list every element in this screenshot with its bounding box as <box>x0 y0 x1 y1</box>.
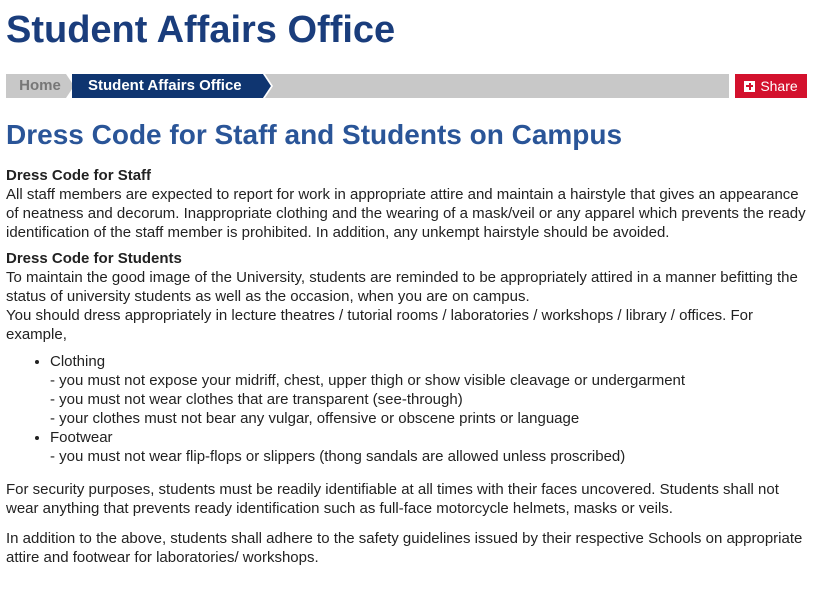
list-item-footwear <box>50 428 814 466</box>
footwear-label: Footwear <box>50 429 113 446</box>
share-label: Share <box>760 78 798 94</box>
site-title: Student Affairs Office <box>6 9 396 51</box>
plus-icon <box>744 81 755 92</box>
clothing-rule: - your clothes must not bear any vulgar, offensive or obscene prints or language <box>50 410 580 427</box>
staff-heading: Dress Code for Staff <box>6 167 152 184</box>
footwear-rule: - you must not wear flip-flops or slippers (thong sandals are allowed unless proscribed) <box>50 448 626 465</box>
safety-paragraph: In addition to the above, students shall adhere to the safety guidelines issued by their respective Schools on appropriate attire and footwear for laboratories/ workshops. <box>6 530 803 566</box>
breadcrumb <box>6 74 729 98</box>
list-item-clothing <box>50 352 814 428</box>
staff-body: All staff members are expected to report for work in appropriate attire and maintain a hairstyle that gives an appearance of neatness and decorum. Inappropriate clothing and the wearing of a mask/veil or any apparel which prevents the ready identification of the staff member is prohibited. In addition, any unkempt hairstyle should be avoided. <box>6 186 806 241</box>
clothing-rule: - you must not wear clothes that are transparent (see-through) <box>50 391 463 408</box>
students-intro: To maintain the good image of the University, students are reminded to be appropriately attired in a manner befitting the status of university students as well as the occasion, when you are on campus. <box>6 269 798 305</box>
main-content <box>6 166 814 567</box>
clothing-rule: - you must not expose your midriff, chest, upper thigh or show visible cleavage or undergarment <box>50 372 686 389</box>
students-examples: You should dress appropriately in lecture theatres / tutorial rooms / laboratories / workshops / library / offices. For example, <box>6 307 754 343</box>
breadcrumb-arrow-icon <box>261 74 273 98</box>
security-paragraph: For security purposes, students must be readily identifiable at all times with their faces uncovered. Students shall not wear anything that prevents ready identification such as full-face motorcycle helmets, masks or veils. <box>6 481 779 517</box>
page-title: Dress Code for Staff and Students on Campus <box>6 119 623 150</box>
share-button[interactable] <box>735 74 807 98</box>
clothing-label: Clothing <box>50 353 106 370</box>
breadcrumb-home-link[interactable]: Home <box>19 77 61 94</box>
breadcrumb-current: Student Affairs Office <box>72 74 262 98</box>
dress-rules-list <box>6 352 814 466</box>
students-heading: Dress Code for Students <box>6 250 182 267</box>
